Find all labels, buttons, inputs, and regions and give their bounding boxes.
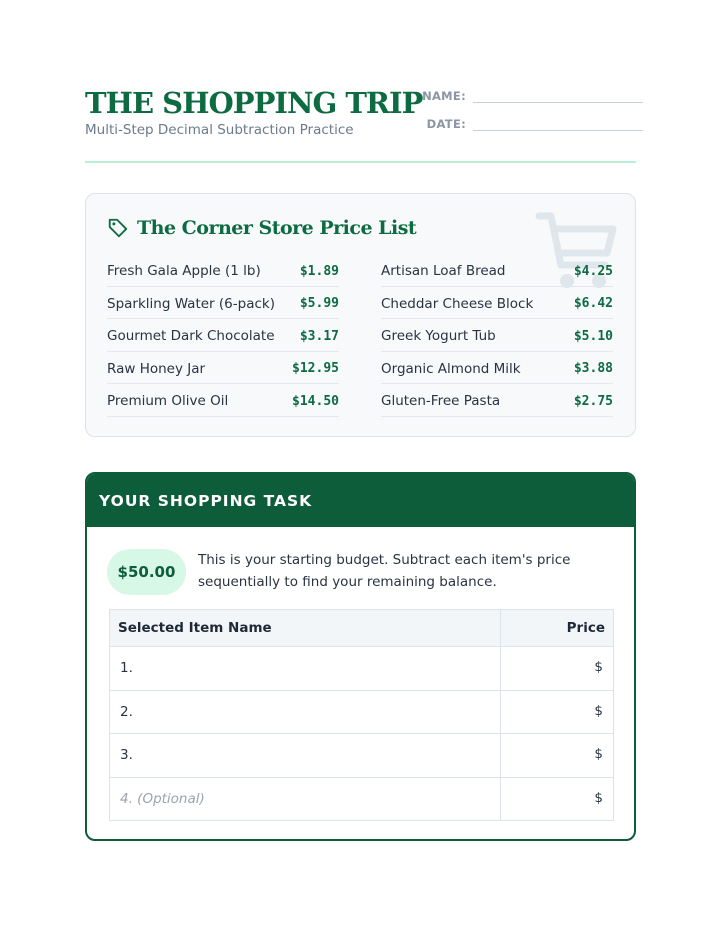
list-item xyxy=(381,319,613,352)
item-name: Sparkling Water (6-pack) xyxy=(107,295,275,312)
table-row xyxy=(110,734,614,778)
name-label: NAME: xyxy=(422,89,466,103)
price-cell[interactable]: $ xyxy=(501,690,614,734)
price-cell[interactable]: $ xyxy=(501,647,614,691)
name-input-line[interactable] xyxy=(473,89,643,103)
item-price: $12.95 xyxy=(292,361,339,377)
budget-badge: $50.00 xyxy=(107,549,186,595)
item-name-cell[interactable]: 2. xyxy=(110,690,501,734)
date-field[interactable] xyxy=(418,117,643,131)
table-header-row xyxy=(110,610,614,647)
list-item xyxy=(107,352,339,385)
item-price: $3.88 xyxy=(573,361,613,377)
price-list-heading xyxy=(107,217,416,239)
item-name: Greek Yogurt Tub xyxy=(381,328,496,345)
price-cell[interactable]: $ xyxy=(501,734,614,778)
tag-icon xyxy=(107,217,129,239)
list-item xyxy=(381,287,613,320)
item-name-cell-optional[interactable]: 4. (Optional) xyxy=(110,777,501,821)
header-divider xyxy=(85,161,636,163)
item-price: $1.89 xyxy=(299,263,339,279)
item-price: $2.75 xyxy=(573,393,613,409)
item-name: Cheddar Cheese Block xyxy=(381,295,534,312)
list-item xyxy=(107,319,339,352)
item-name: Artisan Loaf Bread xyxy=(381,263,506,280)
item-price: $5.10 xyxy=(573,328,613,344)
list-item xyxy=(107,254,339,287)
list-item xyxy=(381,384,613,417)
item-price: $3.17 xyxy=(299,328,339,344)
price-column-left xyxy=(107,254,339,417)
item-price: $5.99 xyxy=(299,296,339,312)
task-title: YOUR SHOPPING TASK xyxy=(99,491,313,510)
item-name: Gourmet Dark Chocolate xyxy=(107,328,275,345)
budget-instructions: This is your starting budget. Subtract each item's price sequentially to find your remaining balance. xyxy=(198,552,571,590)
table-row xyxy=(110,647,614,691)
table-row xyxy=(110,690,614,734)
date-label: DATE: xyxy=(426,117,466,131)
page-title: THE SHOPPING TRIP xyxy=(85,86,423,120)
price-list-card xyxy=(85,193,636,437)
item-name-cell[interactable]: 1. xyxy=(110,647,501,691)
item-name: Gluten-Free Pasta xyxy=(381,393,501,410)
date-input-line[interactable] xyxy=(473,117,643,131)
table-row xyxy=(110,777,614,821)
price-cell[interactable]: $ xyxy=(501,777,614,821)
list-item xyxy=(381,254,613,287)
item-price: $14.50 xyxy=(292,393,339,409)
list-item xyxy=(107,384,339,417)
item-name: Fresh Gala Apple (1 lb) xyxy=(107,263,261,280)
item-price: $4.25 xyxy=(573,263,613,279)
price-list-title: The Corner Store Price List xyxy=(137,217,417,239)
worksheet-header xyxy=(85,86,636,166)
shopping-task-card xyxy=(85,472,636,841)
page-subtitle: Multi-Step Decimal Subtraction Practice xyxy=(85,122,354,138)
item-name: Raw Honey Jar xyxy=(107,360,206,377)
answer-table xyxy=(109,609,614,821)
column-header-price: Price xyxy=(501,610,614,647)
price-column-right xyxy=(381,254,613,417)
column-header-item: Selected Item Name xyxy=(110,610,501,647)
list-item xyxy=(107,287,339,320)
item-name: Premium Olive Oil xyxy=(107,393,229,410)
item-name-cell[interactable]: 3. xyxy=(110,734,501,778)
name-field[interactable] xyxy=(418,89,643,103)
item-name: Organic Almond Milk xyxy=(381,360,521,377)
list-item xyxy=(381,352,613,385)
item-price: $6.42 xyxy=(573,296,613,312)
task-header xyxy=(87,474,634,527)
